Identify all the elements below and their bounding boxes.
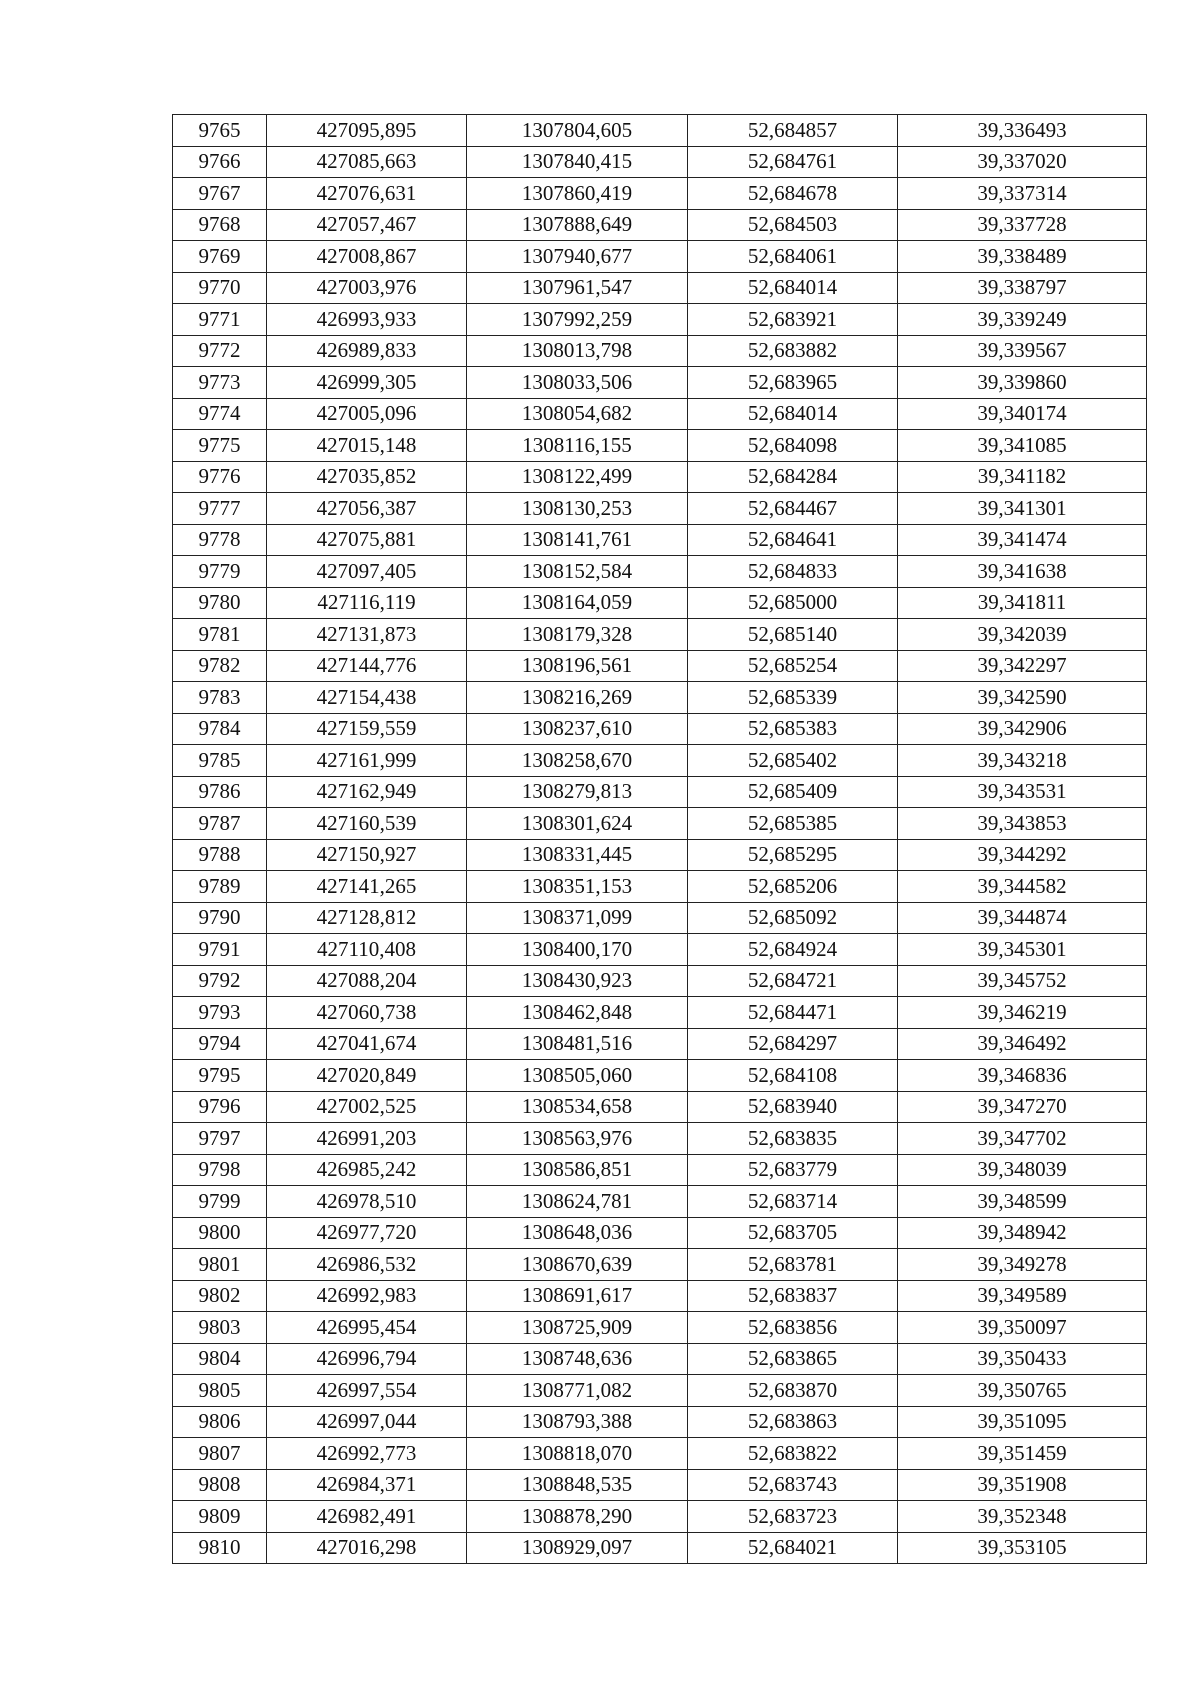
latitude-cell: 52,684761: [688, 146, 898, 178]
table-row: [173, 1469, 1147, 1501]
y-coordinate-cell: 1308848,535: [467, 1469, 688, 1501]
x-coordinate-cell: 427060,738: [267, 997, 467, 1029]
x-coordinate-cell: 427085,663: [267, 146, 467, 178]
longitude-cell: 39,339249: [898, 304, 1147, 336]
x-coordinate-cell: 427159,559: [267, 713, 467, 745]
x-coordinate-cell: 427035,852: [267, 461, 467, 493]
table-row: [173, 839, 1147, 871]
y-coordinate-cell: 1307840,415: [467, 146, 688, 178]
point-number-cell: 9806: [173, 1406, 267, 1438]
table-row: [173, 1249, 1147, 1281]
table-row: [173, 808, 1147, 840]
x-coordinate-cell: 427088,204: [267, 965, 467, 997]
longitude-cell: 39,348039: [898, 1154, 1147, 1186]
table-row: [173, 713, 1147, 745]
x-coordinate-cell: 427110,408: [267, 934, 467, 966]
y-coordinate-cell: 1308164,059: [467, 587, 688, 619]
point-number-cell: 9802: [173, 1280, 267, 1312]
x-coordinate-cell: 426995,454: [267, 1312, 467, 1344]
table-row: [173, 335, 1147, 367]
longitude-cell: 39,337020: [898, 146, 1147, 178]
longitude-cell: 39,343853: [898, 808, 1147, 840]
longitude-cell: 39,348942: [898, 1217, 1147, 1249]
point-number-cell: 9809: [173, 1501, 267, 1533]
point-number-cell: 9797: [173, 1123, 267, 1155]
longitude-cell: 39,339567: [898, 335, 1147, 367]
y-coordinate-cell: 1308534,658: [467, 1091, 688, 1123]
x-coordinate-cell: 427008,867: [267, 241, 467, 273]
x-coordinate-cell: 427160,539: [267, 808, 467, 840]
x-coordinate-cell: 427116,119: [267, 587, 467, 619]
table-row: [173, 1186, 1147, 1218]
longitude-cell: 39,341301: [898, 493, 1147, 525]
latitude-cell: 52,685254: [688, 650, 898, 682]
latitude-cell: 52,685206: [688, 871, 898, 903]
point-number-cell: 9774: [173, 398, 267, 430]
point-number-cell: 9795: [173, 1060, 267, 1092]
longitude-cell: 39,353105: [898, 1532, 1147, 1564]
table-row: [173, 524, 1147, 556]
longitude-cell: 39,347702: [898, 1123, 1147, 1155]
longitude-cell: 39,341811: [898, 587, 1147, 619]
longitude-cell: 39,346219: [898, 997, 1147, 1029]
point-number-cell: 9766: [173, 146, 267, 178]
longitude-cell: 39,339860: [898, 367, 1147, 399]
point-number-cell: 9770: [173, 272, 267, 304]
y-coordinate-cell: 1308563,976: [467, 1123, 688, 1155]
x-coordinate-cell: 427097,405: [267, 556, 467, 588]
table-row: [173, 461, 1147, 493]
latitude-cell: 52,684857: [688, 115, 898, 147]
longitude-cell: 39,343531: [898, 776, 1147, 808]
longitude-cell: 39,338489: [898, 241, 1147, 273]
longitude-cell: 39,342297: [898, 650, 1147, 682]
table-row: [173, 556, 1147, 588]
longitude-cell: 39,351908: [898, 1469, 1147, 1501]
y-coordinate-cell: 1308430,923: [467, 965, 688, 997]
point-number-cell: 9793: [173, 997, 267, 1029]
point-number-cell: 9796: [173, 1091, 267, 1123]
point-number-cell: 9787: [173, 808, 267, 840]
table-row: [173, 398, 1147, 430]
x-coordinate-cell: 426991,203: [267, 1123, 467, 1155]
point-number-cell: 9772: [173, 335, 267, 367]
y-coordinate-cell: 1308301,624: [467, 808, 688, 840]
table-row: [173, 997, 1147, 1029]
latitude-cell: 52,684924: [688, 934, 898, 966]
latitude-cell: 52,683921: [688, 304, 898, 336]
longitude-cell: 39,341474: [898, 524, 1147, 556]
latitude-cell: 52,683705: [688, 1217, 898, 1249]
longitude-cell: 39,348599: [898, 1186, 1147, 1218]
longitude-cell: 39,343218: [898, 745, 1147, 777]
x-coordinate-cell: 426997,044: [267, 1406, 467, 1438]
x-coordinate-cell: 427057,467: [267, 209, 467, 241]
latitude-cell: 52,683779: [688, 1154, 898, 1186]
coordinates-table: [172, 114, 1147, 1564]
point-number-cell: 9799: [173, 1186, 267, 1218]
y-coordinate-cell: 1308725,909: [467, 1312, 688, 1344]
point-number-cell: 9780: [173, 587, 267, 619]
y-coordinate-cell: 1308141,761: [467, 524, 688, 556]
longitude-cell: 39,344292: [898, 839, 1147, 871]
longitude-cell: 39,352348: [898, 1501, 1147, 1533]
x-coordinate-cell: 427144,776: [267, 650, 467, 682]
table-row: [173, 871, 1147, 903]
x-coordinate-cell: 427020,849: [267, 1060, 467, 1092]
x-coordinate-cell: 427075,881: [267, 524, 467, 556]
y-coordinate-cell: 1308818,070: [467, 1438, 688, 1470]
latitude-cell: 52,684641: [688, 524, 898, 556]
y-coordinate-cell: 1308586,851: [467, 1154, 688, 1186]
table-row: [173, 1501, 1147, 1533]
y-coordinate-cell: 1308481,516: [467, 1028, 688, 1060]
point-number-cell: 9808: [173, 1469, 267, 1501]
x-coordinate-cell: 427056,387: [267, 493, 467, 525]
point-number-cell: 9769: [173, 241, 267, 273]
table-row: [173, 1375, 1147, 1407]
latitude-cell: 52,685409: [688, 776, 898, 808]
latitude-cell: 52,683863: [688, 1406, 898, 1438]
point-number-cell: 9768: [173, 209, 267, 241]
table-row: [173, 1217, 1147, 1249]
table-row: [173, 209, 1147, 241]
table-row: [173, 650, 1147, 682]
x-coordinate-cell: 427141,265: [267, 871, 467, 903]
point-number-cell: 9785: [173, 745, 267, 777]
x-coordinate-cell: 426985,242: [267, 1154, 467, 1186]
latitude-cell: 52,683835: [688, 1123, 898, 1155]
point-number-cell: 9782: [173, 650, 267, 682]
latitude-cell: 52,685140: [688, 619, 898, 651]
y-coordinate-cell: 1308130,253: [467, 493, 688, 525]
x-coordinate-cell: 427041,674: [267, 1028, 467, 1060]
point-number-cell: 9786: [173, 776, 267, 808]
longitude-cell: 39,341182: [898, 461, 1147, 493]
y-coordinate-cell: 1308196,561: [467, 650, 688, 682]
table-row: [173, 1280, 1147, 1312]
latitude-cell: 52,683837: [688, 1280, 898, 1312]
point-number-cell: 9801: [173, 1249, 267, 1281]
longitude-cell: 39,347270: [898, 1091, 1147, 1123]
table-row: [173, 1028, 1147, 1060]
latitude-cell: 52,684108: [688, 1060, 898, 1092]
latitude-cell: 52,683882: [688, 335, 898, 367]
x-coordinate-cell: 426984,371: [267, 1469, 467, 1501]
y-coordinate-cell: 1308648,036: [467, 1217, 688, 1249]
table-row: [173, 430, 1147, 462]
coordinates-table-body: [173, 115, 1147, 1564]
longitude-cell: 39,350765: [898, 1375, 1147, 1407]
point-number-cell: 9784: [173, 713, 267, 745]
x-coordinate-cell: 427095,895: [267, 115, 467, 147]
latitude-cell: 52,685402: [688, 745, 898, 777]
latitude-cell: 52,685000: [688, 587, 898, 619]
longitude-cell: 39,342906: [898, 713, 1147, 745]
longitude-cell: 39,350097: [898, 1312, 1147, 1344]
y-coordinate-cell: 1308878,290: [467, 1501, 688, 1533]
latitude-cell: 52,683781: [688, 1249, 898, 1281]
latitude-cell: 52,683940: [688, 1091, 898, 1123]
y-coordinate-cell: 1308122,499: [467, 461, 688, 493]
table-row: [173, 1060, 1147, 1092]
longitude-cell: 39,350433: [898, 1343, 1147, 1375]
x-coordinate-cell: 426999,305: [267, 367, 467, 399]
y-coordinate-cell: 1308691,617: [467, 1280, 688, 1312]
latitude-cell: 52,685092: [688, 902, 898, 934]
latitude-cell: 52,684098: [688, 430, 898, 462]
latitude-cell: 52,683870: [688, 1375, 898, 1407]
longitude-cell: 39,351095: [898, 1406, 1147, 1438]
latitude-cell: 52,685385: [688, 808, 898, 840]
latitude-cell: 52,683865: [688, 1343, 898, 1375]
latitude-cell: 52,683723: [688, 1501, 898, 1533]
y-coordinate-cell: 1307992,259: [467, 304, 688, 336]
point-number-cell: 9776: [173, 461, 267, 493]
y-coordinate-cell: 1308505,060: [467, 1060, 688, 1092]
table-row: [173, 493, 1147, 525]
x-coordinate-cell: 427131,873: [267, 619, 467, 651]
table-row: [173, 745, 1147, 777]
table-row: [173, 241, 1147, 273]
longitude-cell: 39,344582: [898, 871, 1147, 903]
y-coordinate-cell: 1308771,082: [467, 1375, 688, 1407]
table-row: [173, 965, 1147, 997]
latitude-cell: 52,684467: [688, 493, 898, 525]
y-coordinate-cell: 1307860,419: [467, 178, 688, 210]
point-number-cell: 9805: [173, 1375, 267, 1407]
longitude-cell: 39,342590: [898, 682, 1147, 714]
x-coordinate-cell: 427128,812: [267, 902, 467, 934]
latitude-cell: 52,684297: [688, 1028, 898, 1060]
y-coordinate-cell: 1308670,639: [467, 1249, 688, 1281]
point-number-cell: 9807: [173, 1438, 267, 1470]
point-number-cell: 9777: [173, 493, 267, 525]
table-row: [173, 1406, 1147, 1438]
x-coordinate-cell: 426993,933: [267, 304, 467, 336]
x-coordinate-cell: 426992,773: [267, 1438, 467, 1470]
table-row: [173, 1438, 1147, 1470]
x-coordinate-cell: 427150,927: [267, 839, 467, 871]
point-number-cell: 9804: [173, 1343, 267, 1375]
point-number-cell: 9789: [173, 871, 267, 903]
latitude-cell: 52,685383: [688, 713, 898, 745]
table-row: [173, 682, 1147, 714]
point-number-cell: 9775: [173, 430, 267, 462]
point-number-cell: 9810: [173, 1532, 267, 1564]
latitude-cell: 52,683714: [688, 1186, 898, 1218]
longitude-cell: 39,346492: [898, 1028, 1147, 1060]
latitude-cell: 52,683965: [688, 367, 898, 399]
table-row: [173, 776, 1147, 808]
x-coordinate-cell: 426989,833: [267, 335, 467, 367]
point-number-cell: 9798: [173, 1154, 267, 1186]
y-coordinate-cell: 1308216,269: [467, 682, 688, 714]
y-coordinate-cell: 1308179,328: [467, 619, 688, 651]
table-row: [173, 115, 1147, 147]
longitude-cell: 39,349589: [898, 1280, 1147, 1312]
longitude-cell: 39,338797: [898, 272, 1147, 304]
table-row: [173, 304, 1147, 336]
y-coordinate-cell: 1308462,848: [467, 997, 688, 1029]
longitude-cell: 39,346836: [898, 1060, 1147, 1092]
x-coordinate-cell: 426978,510: [267, 1186, 467, 1218]
point-number-cell: 9765: [173, 115, 267, 147]
latitude-cell: 52,684503: [688, 209, 898, 241]
x-coordinate-cell: 427005,096: [267, 398, 467, 430]
y-coordinate-cell: 1307804,605: [467, 115, 688, 147]
table-row: [173, 902, 1147, 934]
latitude-cell: 52,683856: [688, 1312, 898, 1344]
longitude-cell: 39,349278: [898, 1249, 1147, 1281]
latitude-cell: 52,684021: [688, 1532, 898, 1564]
latitude-cell: 52,683743: [688, 1469, 898, 1501]
x-coordinate-cell: 426996,794: [267, 1343, 467, 1375]
point-number-cell: 9783: [173, 682, 267, 714]
table-row: [173, 1091, 1147, 1123]
longitude-cell: 39,351459: [898, 1438, 1147, 1470]
latitude-cell: 52,684014: [688, 398, 898, 430]
longitude-cell: 39,337314: [898, 178, 1147, 210]
y-coordinate-cell: 1308237,610: [467, 713, 688, 745]
x-coordinate-cell: 426997,554: [267, 1375, 467, 1407]
table-row: [173, 1154, 1147, 1186]
point-number-cell: 9778: [173, 524, 267, 556]
longitude-cell: 39,336493: [898, 115, 1147, 147]
latitude-cell: 52,684833: [688, 556, 898, 588]
y-coordinate-cell: 1307940,677: [467, 241, 688, 273]
table-row: [173, 1123, 1147, 1155]
y-coordinate-cell: 1308400,170: [467, 934, 688, 966]
x-coordinate-cell: 426992,983: [267, 1280, 467, 1312]
x-coordinate-cell: 427154,438: [267, 682, 467, 714]
point-number-cell: 9794: [173, 1028, 267, 1060]
table-row: [173, 934, 1147, 966]
y-coordinate-cell: 1308152,584: [467, 556, 688, 588]
x-coordinate-cell: 427076,631: [267, 178, 467, 210]
y-coordinate-cell: 1308258,670: [467, 745, 688, 777]
table-row: [173, 587, 1147, 619]
y-coordinate-cell: 1308624,781: [467, 1186, 688, 1218]
longitude-cell: 39,344874: [898, 902, 1147, 934]
point-number-cell: 9788: [173, 839, 267, 871]
x-coordinate-cell: 426986,532: [267, 1249, 467, 1281]
longitude-cell: 39,342039: [898, 619, 1147, 651]
latitude-cell: 52,683822: [688, 1438, 898, 1470]
y-coordinate-cell: 1308793,388: [467, 1406, 688, 1438]
y-coordinate-cell: 1307888,649: [467, 209, 688, 241]
point-number-cell: 9792: [173, 965, 267, 997]
x-coordinate-cell: 426982,491: [267, 1501, 467, 1533]
table-row: [173, 367, 1147, 399]
x-coordinate-cell: 427161,999: [267, 745, 467, 777]
point-number-cell: 9791: [173, 934, 267, 966]
longitude-cell: 39,337728: [898, 209, 1147, 241]
y-coordinate-cell: 1308116,155: [467, 430, 688, 462]
longitude-cell: 39,345752: [898, 965, 1147, 997]
latitude-cell: 52,684678: [688, 178, 898, 210]
y-coordinate-cell: 1308371,099: [467, 902, 688, 934]
point-number-cell: 9771: [173, 304, 267, 336]
longitude-cell: 39,340174: [898, 398, 1147, 430]
point-number-cell: 9779: [173, 556, 267, 588]
point-number-cell: 9790: [173, 902, 267, 934]
x-coordinate-cell: 427016,298: [267, 1532, 467, 1564]
x-coordinate-cell: 427015,148: [267, 430, 467, 462]
table-row: [173, 1312, 1147, 1344]
latitude-cell: 52,684471: [688, 997, 898, 1029]
y-coordinate-cell: 1308033,506: [467, 367, 688, 399]
table-row: [173, 272, 1147, 304]
y-coordinate-cell: 1308054,682: [467, 398, 688, 430]
latitude-cell: 52,684721: [688, 965, 898, 997]
y-coordinate-cell: 1308279,813: [467, 776, 688, 808]
latitude-cell: 52,684061: [688, 241, 898, 273]
x-coordinate-cell: 427003,976: [267, 272, 467, 304]
point-number-cell: 9767: [173, 178, 267, 210]
point-number-cell: 9773: [173, 367, 267, 399]
longitude-cell: 39,345301: [898, 934, 1147, 966]
y-coordinate-cell: 1308929,097: [467, 1532, 688, 1564]
longitude-cell: 39,341638: [898, 556, 1147, 588]
x-coordinate-cell: 427002,525: [267, 1091, 467, 1123]
latitude-cell: 52,685295: [688, 839, 898, 871]
longitude-cell: 39,341085: [898, 430, 1147, 462]
x-coordinate-cell: 427162,949: [267, 776, 467, 808]
point-number-cell: 9803: [173, 1312, 267, 1344]
table-row: [173, 1532, 1147, 1564]
table-row: [173, 146, 1147, 178]
table-row: [173, 178, 1147, 210]
point-number-cell: 9800: [173, 1217, 267, 1249]
table-row: [173, 1343, 1147, 1375]
y-coordinate-cell: 1307961,547: [467, 272, 688, 304]
latitude-cell: 52,684284: [688, 461, 898, 493]
x-coordinate-cell: 426977,720: [267, 1217, 467, 1249]
latitude-cell: 52,684014: [688, 272, 898, 304]
table-row: [173, 619, 1147, 651]
y-coordinate-cell: 1308351,153: [467, 871, 688, 903]
y-coordinate-cell: 1308013,798: [467, 335, 688, 367]
latitude-cell: 52,685339: [688, 682, 898, 714]
point-number-cell: 9781: [173, 619, 267, 651]
y-coordinate-cell: 1308748,636: [467, 1343, 688, 1375]
y-coordinate-cell: 1308331,445: [467, 839, 688, 871]
